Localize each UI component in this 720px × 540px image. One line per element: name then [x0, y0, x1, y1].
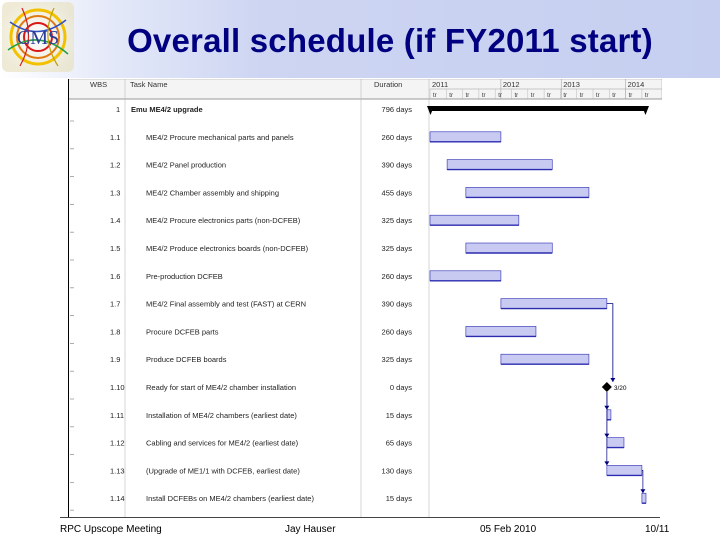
task-name-cell: ME4/2 Produce electronics boards (non-DCFEB) — [146, 244, 309, 253]
dependency-arrowhead — [610, 378, 615, 382]
wbs-cell: 1.5 — [110, 244, 121, 253]
duration-cell: 796 days — [381, 105, 412, 114]
summary-bar — [430, 106, 646, 111]
wbs-cell: 1.2 — [110, 160, 121, 170]
quarter-label: tr — [514, 93, 519, 99]
milestone-diamond — [602, 382, 612, 392]
duration-cell: 390 days — [381, 160, 412, 170]
footer-page-number: 10/11 — [645, 524, 670, 535]
dependency-arrowhead — [604, 461, 609, 465]
task-bar — [642, 493, 646, 503]
duration-cell: 65 days — [385, 438, 412, 448]
task-name-cell: Installation of ME4/2 chambers (earliest date) — [146, 410, 297, 420]
logo-text: CMS — [16, 27, 60, 49]
duration-cell: 260 days — [381, 327, 412, 337]
wbs-cell: 1.14 — [110, 494, 125, 504]
quarter-label: tr — [563, 93, 568, 99]
wbs-column-header: WBS — [90, 80, 108, 89]
task-bar — [430, 215, 519, 225]
task-bar — [430, 271, 501, 281]
duration-cell: 455 days — [381, 188, 412, 198]
duration-cell: 390 days — [381, 299, 412, 309]
wbs-cell: 1.6 — [110, 271, 121, 281]
quarter-label: tr — [612, 93, 616, 99]
cms-logo-icon — [2, 2, 74, 72]
task-bar — [447, 160, 552, 170]
quarter-label: tr — [547, 93, 551, 99]
task-bar — [466, 243, 552, 253]
duration-cell: 260 days — [381, 271, 412, 281]
year-label: 2014 — [627, 80, 645, 89]
wbs-cell: 1.10 — [110, 383, 125, 392]
footer-date: 05 Feb 2010 — [480, 524, 537, 535]
quarter-label: tr — [465, 93, 470, 99]
task-name-cell: Pre-production DCFEB — [146, 271, 223, 281]
wbs-cell: 1.3 — [110, 188, 121, 198]
duration-cell: 260 days — [381, 132, 412, 142]
task-bar — [430, 132, 501, 142]
year-label: 2012 — [502, 80, 520, 89]
quarter-label: tr — [530, 93, 535, 99]
quarter-label: tr — [644, 93, 649, 99]
task-name-cell: Install DCFEBs on ME4/2 chambers (earliest date) — [146, 494, 314, 504]
wbs-cell: 1.8 — [110, 327, 121, 337]
task-name-cell: Ready for start of ME4/2 chamber installation — [146, 383, 297, 392]
task-name-cell: (Upgrade of ME1/1 with DCFEB, earliest date) — [146, 466, 300, 476]
task-name-cell: ME4/2 Panel production — [146, 160, 227, 170]
quarter-label: tr — [596, 93, 600, 99]
gantt-chart — [68, 79, 662, 517]
duration-cell: 130 days — [381, 466, 412, 476]
task-bar — [501, 354, 589, 364]
duration-cell: 0 days — [389, 383, 412, 392]
duration-cell: 325 days — [381, 216, 412, 226]
task-name-cell: ME4/2 Procure electronics parts (non-DCFEB) — [146, 216, 301, 226]
wbs-cell: 1 — [116, 105, 121, 114]
dependency-arrowhead — [640, 489, 645, 493]
task-name-column-header: Task Name — [130, 80, 168, 89]
task-name-cell: Produce DCFEB boards — [146, 355, 227, 365]
quarter-label: tr — [433, 93, 437, 99]
duration-cell: 15 days — [385, 410, 412, 420]
task-name-cell: ME4/2 Procure mechanical parts and panels — [146, 132, 294, 142]
year-label: 2013 — [563, 80, 580, 89]
duration-cell: 325 days — [381, 244, 412, 253]
quarter-label: tr — [498, 93, 502, 99]
milestone-date-label: 3/20 — [613, 385, 627, 392]
wbs-cell: 1.4 — [110, 216, 121, 226]
duration-cell: 15 days — [385, 494, 412, 504]
task-bar — [466, 187, 589, 197]
wbs-cell: 1.1 — [110, 132, 121, 142]
wbs-cell: 1.9 — [110, 355, 121, 365]
task-name-cell: Procure DCFEB parts — [146, 327, 219, 337]
wbs-cell: 1.13 — [110, 466, 125, 476]
task-name-cell: ME4/2 Final assembly and test (FAST) at CERN — [146, 299, 307, 309]
task-bar — [501, 299, 607, 309]
duration-column-header: Duration — [374, 80, 403, 89]
task-name-cell: Cabling and services for ME4/2 (earliest date) — [146, 438, 299, 448]
footer-divider — [60, 517, 660, 518]
quarter-label: tr — [449, 93, 453, 99]
page-title: Overall schedule (if FY2011 start) — [127, 22, 653, 59]
task-name-cell: Emu ME4/2 upgrade — [131, 105, 203, 114]
task-name-cell: ME4/2 Chamber assembly and shipping — [146, 188, 279, 198]
wbs-cell: 1.11 — [110, 410, 125, 420]
task-bar — [607, 438, 624, 448]
task-bar — [607, 465, 642, 475]
task-bar — [466, 326, 536, 336]
wbs-cell: 1.7 — [110, 299, 121, 309]
task-bar — [607, 410, 611, 420]
quarter-label: tr — [481, 93, 486, 99]
year-label: 2011 — [432, 80, 449, 89]
footer-author: Jay Hauser — [285, 524, 336, 535]
footer-meeting-name: RPC Upscope Meeting — [60, 524, 162, 535]
duration-cell: 325 days — [381, 355, 412, 365]
wbs-cell: 1.12 — [110, 438, 125, 448]
dependency-arrow — [607, 304, 613, 382]
quarter-label: tr — [579, 93, 584, 99]
quarter-label: tr — [628, 93, 633, 99]
